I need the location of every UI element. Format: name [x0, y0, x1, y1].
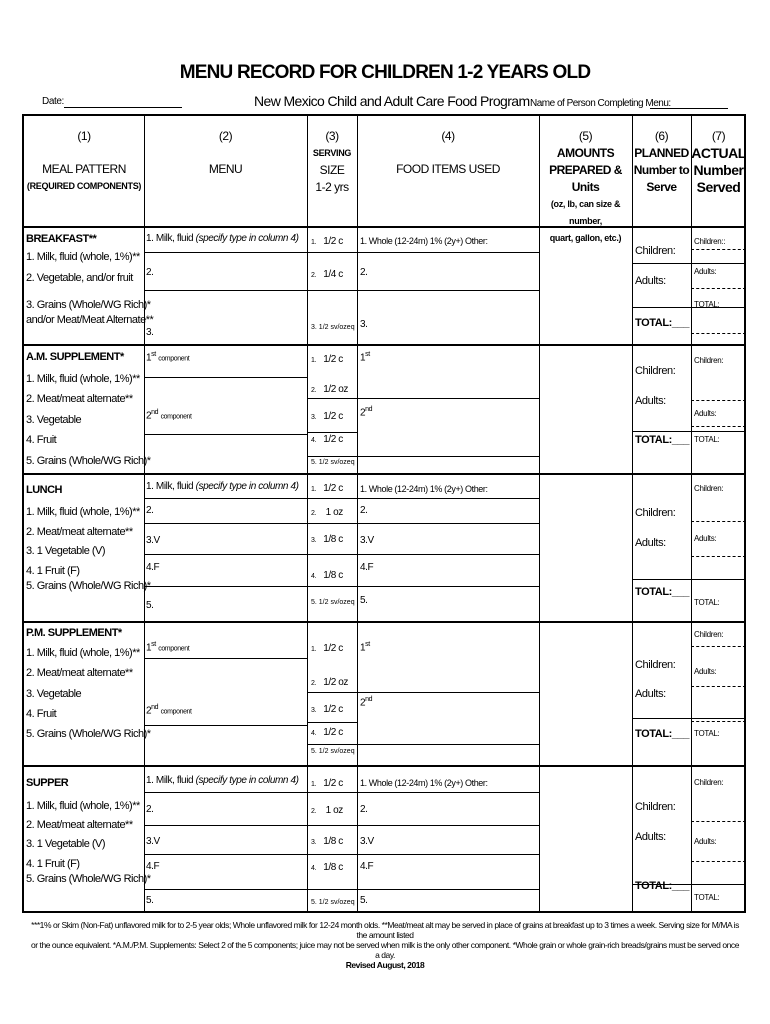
breakfast-component: 2. Vegetable, and/or fruit: [26, 272, 133, 284]
am-supplement-title: A.M. SUPPLEMENT*: [26, 351, 124, 363]
supper-menu-item[interactable]: 4.F: [146, 861, 160, 872]
pm-component: 2. Meat/meat alternate**: [26, 667, 133, 679]
pm-supplement-title: P.M. SUPPLEMENT*: [26, 627, 122, 639]
col6-header: (6) PLANNED Number to Serve: [633, 129, 690, 194]
lunch-menu-item[interactable]: 3.V: [146, 535, 160, 546]
supper-menu-item[interactable]: 5.: [146, 895, 154, 906]
actual-adults-label: Adults:: [694, 409, 717, 418]
am-serving-size: 2. 1/2 oz: [311, 384, 349, 395]
revision-date: Revised August, 2018: [345, 960, 425, 970]
supper-menu-item[interactable]: 2.: [146, 804, 154, 815]
lunch-menu-item[interactable]: 2.: [146, 505, 154, 516]
am-serving-size: 5. 1/2 sv/ozeq: [311, 459, 355, 466]
pm-menu-component[interactable]: 1st component: [146, 641, 190, 654]
breakfast-food-item[interactable]: 3.: [360, 319, 368, 330]
actual-children-label: Children:: [694, 778, 724, 787]
col7-header: (7) ACTUAL Number Served: [691, 129, 746, 195]
lunch-component: 1. Milk, fluid (whole, 1%)**: [26, 506, 140, 518]
column-divider: [691, 116, 692, 911]
pm-food-item[interactable]: 1st: [360, 641, 370, 654]
footnotes: [30, 920, 740, 970]
supper-component: 2. Meat/meat alternate**: [26, 819, 133, 831]
am-component: 4. Fruit: [26, 434, 57, 446]
lunch-component: 3. 1 Vegetable (V): [26, 545, 106, 557]
planned-adults-label: Adults:: [635, 395, 666, 407]
planned-adults-label: Adults:: [635, 688, 666, 700]
planned-adults-label: Adults:: [635, 275, 666, 287]
supper-serving-size: 5. 1/2 sv/ozeq: [311, 899, 355, 906]
col4-header: (4) FOOD ITEMS USED: [396, 129, 500, 176]
am-food-item[interactable]: 2nd: [360, 406, 373, 419]
lunch-food-item[interactable]: 5.: [360, 595, 368, 606]
pm-serving-size: 4. 1/2 c: [311, 727, 343, 738]
pm-component: 5. Grains (Whole/WG Rich)*: [26, 728, 151, 740]
planned-children-label: Children:: [635, 245, 676, 257]
date-label: Date:: [42, 96, 64, 107]
supper-menu-item[interactable]: 1. Milk, fluid (specify type in column 4): [146, 775, 299, 786]
supper-component: 1. Milk, fluid (whole, 1%)**: [26, 800, 140, 812]
am-serving-size: 3. 1/2 c: [311, 411, 343, 422]
col5-header: (5) AMOUNTS PREPARED & Units (oz, lb, can size & number, quart, gallon, etc.): [549, 129, 622, 243]
planned-total-label[interactable]: TOTAL:___: [635, 586, 690, 598]
planned-adults-label: Adults:: [635, 831, 666, 843]
footnote-line: ***1% or Skim (Non-Fat) unflavored milk for to 2-5 year olds; Whole unflavored milk for 12-24 month olds. **Meat/meat alt may be served in place of grains at breakfast up to 3 times a week. Serving size for M/MA is the amount listed: [31, 920, 739, 940]
col3-header: (3) SERVING SIZE 1-2 yrs: [312, 129, 352, 194]
actual-children-label: Children:: [694, 356, 724, 365]
am-component: 2. Meat/meat alternate**: [26, 393, 133, 405]
actual-total-label: TOTAL:: [694, 893, 720, 902]
breakfast-menu-item[interactable]: 1. Milk, fluid (specify type in column 4): [146, 233, 299, 244]
breakfast-serving-size: 2. 1/4 c: [311, 269, 343, 280]
col2-header: (2) MENU: [208, 129, 243, 176]
actual-adults-label: Adults:: [694, 667, 717, 676]
lunch-food-item[interactable]: 1. Whole (12-24m) 1% (2y+) Other:: [360, 484, 488, 494]
pm-serving-size: 1. 1/2 c: [311, 643, 343, 654]
planned-children-label: Children:: [635, 659, 676, 671]
pm-menu-component[interactable]: 2nd component: [146, 704, 192, 717]
am-menu-component[interactable]: 1st component: [146, 351, 190, 364]
person-completing-field[interactable]: [650, 108, 728, 109]
lunch-component: 5. Grains (Whole/WG Rich)*: [26, 580, 151, 592]
am-food-item[interactable]: 1st: [360, 351, 370, 364]
lunch-food-item[interactable]: 4.F: [360, 562, 374, 573]
pm-component: 4. Fruit: [26, 708, 57, 720]
actual-adults-label: Adults:: [694, 837, 717, 846]
breakfast-food-item[interactable]: 2.: [360, 267, 368, 278]
breakfast-serving-size: 1. 1/2 c: [311, 236, 343, 247]
lunch-serving-size: 3. 1/8 c: [311, 534, 343, 545]
actual-adults-label: Adults:: [694, 267, 717, 276]
supper-serving-size: 3. 1/8 c: [311, 836, 343, 847]
lunch-title: LUNCH: [26, 484, 62, 496]
actual-total-label: TOTAL:: [694, 598, 720, 607]
breakfast-menu-item[interactable]: 3.: [146, 327, 154, 338]
pm-serving-size: 3. 1/2 c: [311, 704, 343, 715]
lunch-serving-size: 4. 1/8 c: [311, 570, 343, 581]
actual-total-label: TOTAL:: [694, 729, 720, 738]
actual-total-label: TOTAL:: [694, 300, 720, 309]
supper-title: SUPPER: [26, 777, 69, 789]
actual-children-label: Children::: [694, 237, 726, 246]
planned-children-label: Children:: [635, 507, 676, 519]
supper-food-item[interactable]: 4.F: [360, 861, 374, 872]
am-component: 3. Vegetable: [26, 414, 82, 426]
supper-component: 5. Grains (Whole/WG Rich)*: [26, 873, 151, 885]
page-title: MENU RECORD FOR CHILDREN 1-2 YEARS OLD: [179, 62, 591, 83]
lunch-serving-size: 1. 1/2 c: [311, 483, 343, 494]
actual-children-label: Children:: [694, 630, 724, 639]
lunch-menu-item[interactable]: 1. Milk, fluid (specify type in column 4): [146, 481, 299, 492]
planned-children-label: Children:: [635, 365, 676, 377]
actual-total-label: TOTAL:: [694, 435, 720, 444]
supper-food-item[interactable]: 3.V: [360, 836, 374, 847]
breakfast-component: 3. Grains (Whole/WG Rich)*: [26, 299, 151, 311]
pm-component: 3. Vegetable: [26, 688, 82, 700]
planned-total-label[interactable]: TOTAL:___: [635, 728, 690, 740]
planned-total-label[interactable]: TOTAL:___: [635, 317, 690, 329]
supper-food-item[interactable]: 5.: [360, 895, 368, 906]
breakfast-serving-size: 3. 1/2 sv/ozeq: [311, 324, 355, 331]
person-completing-label: Name of Person Completing Menu:: [530, 98, 671, 109]
am-serving-size: 4. 1/2 c: [311, 434, 343, 445]
lunch-menu-item[interactable]: 5.: [146, 600, 154, 611]
date-field[interactable]: [64, 107, 182, 108]
lunch-component: 2. Meat/meat alternate**: [26, 526, 133, 538]
supper-serving-size: 1. 1/2 c: [311, 778, 343, 789]
breakfast-component: and/or Meat/Meat Alternate**: [26, 314, 154, 326]
lunch-food-item[interactable]: 3.V: [360, 535, 374, 546]
col1-header: (1) MEAL PATTERN (REQUIRED COMPONENTS): [26, 129, 142, 191]
program-name: New Mexico Child and Adult Care Food Program: [254, 93, 530, 109]
am-component: 1. Milk, fluid (whole, 1%)**: [26, 373, 140, 385]
planned-adults-label: Adults:: [635, 537, 666, 549]
am-serving-size: 1. 1/2 c: [311, 354, 343, 365]
actual-adults-label: Adults:: [694, 534, 717, 543]
am-menu-component[interactable]: 2nd component: [146, 409, 192, 422]
supper-serving-size: 2. 1 oz: [311, 805, 343, 816]
column-divider: [632, 116, 633, 911]
actual-children-label: Children:: [694, 484, 724, 493]
pm-component: 1. Milk, fluid (whole, 1%)**: [26, 647, 140, 659]
supper-food-item[interactable]: 2.: [360, 804, 368, 815]
supper-menu-item[interactable]: 3.V: [146, 836, 160, 847]
lunch-food-item[interactable]: 2.: [360, 505, 368, 516]
menu-record-table: [22, 114, 746, 913]
footnote-line: or the ounce equivalent. *A.M./P.M. Supplements: Select 2 of the 5 components; juice may not be served when milk is the only other component. *Whole grain or whole grain-rich breads/grains must be served once a day.: [30, 940, 740, 960]
pm-food-item[interactable]: 2nd: [360, 696, 373, 709]
lunch-menu-item[interactable]: 4.F: [146, 562, 160, 573]
lunch-serving-size: 5. 1/2 sv/ozeq: [311, 599, 355, 606]
planned-total-label[interactable]: TOTAL:___: [635, 880, 690, 892]
supper-component: 3. 1 Vegetable (V): [26, 838, 106, 850]
supper-component: 4. 1 Fruit (F): [26, 858, 80, 870]
supper-serving-size: 4. 1/8 c: [311, 862, 343, 873]
planned-total-label[interactable]: TOTAL:___: [635, 434, 690, 446]
am-component: 5. Grains (Whole/WG Rich)*: [26, 455, 151, 467]
breakfast-menu-item[interactable]: 2.: [146, 267, 154, 278]
planned-children-label: Children:: [635, 801, 676, 813]
breakfast-title: BREAKFAST**: [26, 233, 97, 245]
lunch-serving-size: 2. 1 oz: [311, 507, 343, 518]
breakfast-food-item[interactable]: 1. Whole (12-24m) 1% (2y+) Other:: [360, 236, 488, 246]
pm-serving-size: 5. 1/2 sv/ozeq: [311, 748, 355, 755]
breakfast-component: 1. Milk, fluid (whole, 1%)**: [26, 251, 140, 263]
pm-serving-size: 2. 1/2 oz: [311, 677, 349, 688]
lunch-component: 4. 1 Fruit (F): [26, 565, 80, 577]
supper-food-item[interactable]: 1. Whole (12-24m) 1% (2y+) Other:: [360, 778, 488, 788]
